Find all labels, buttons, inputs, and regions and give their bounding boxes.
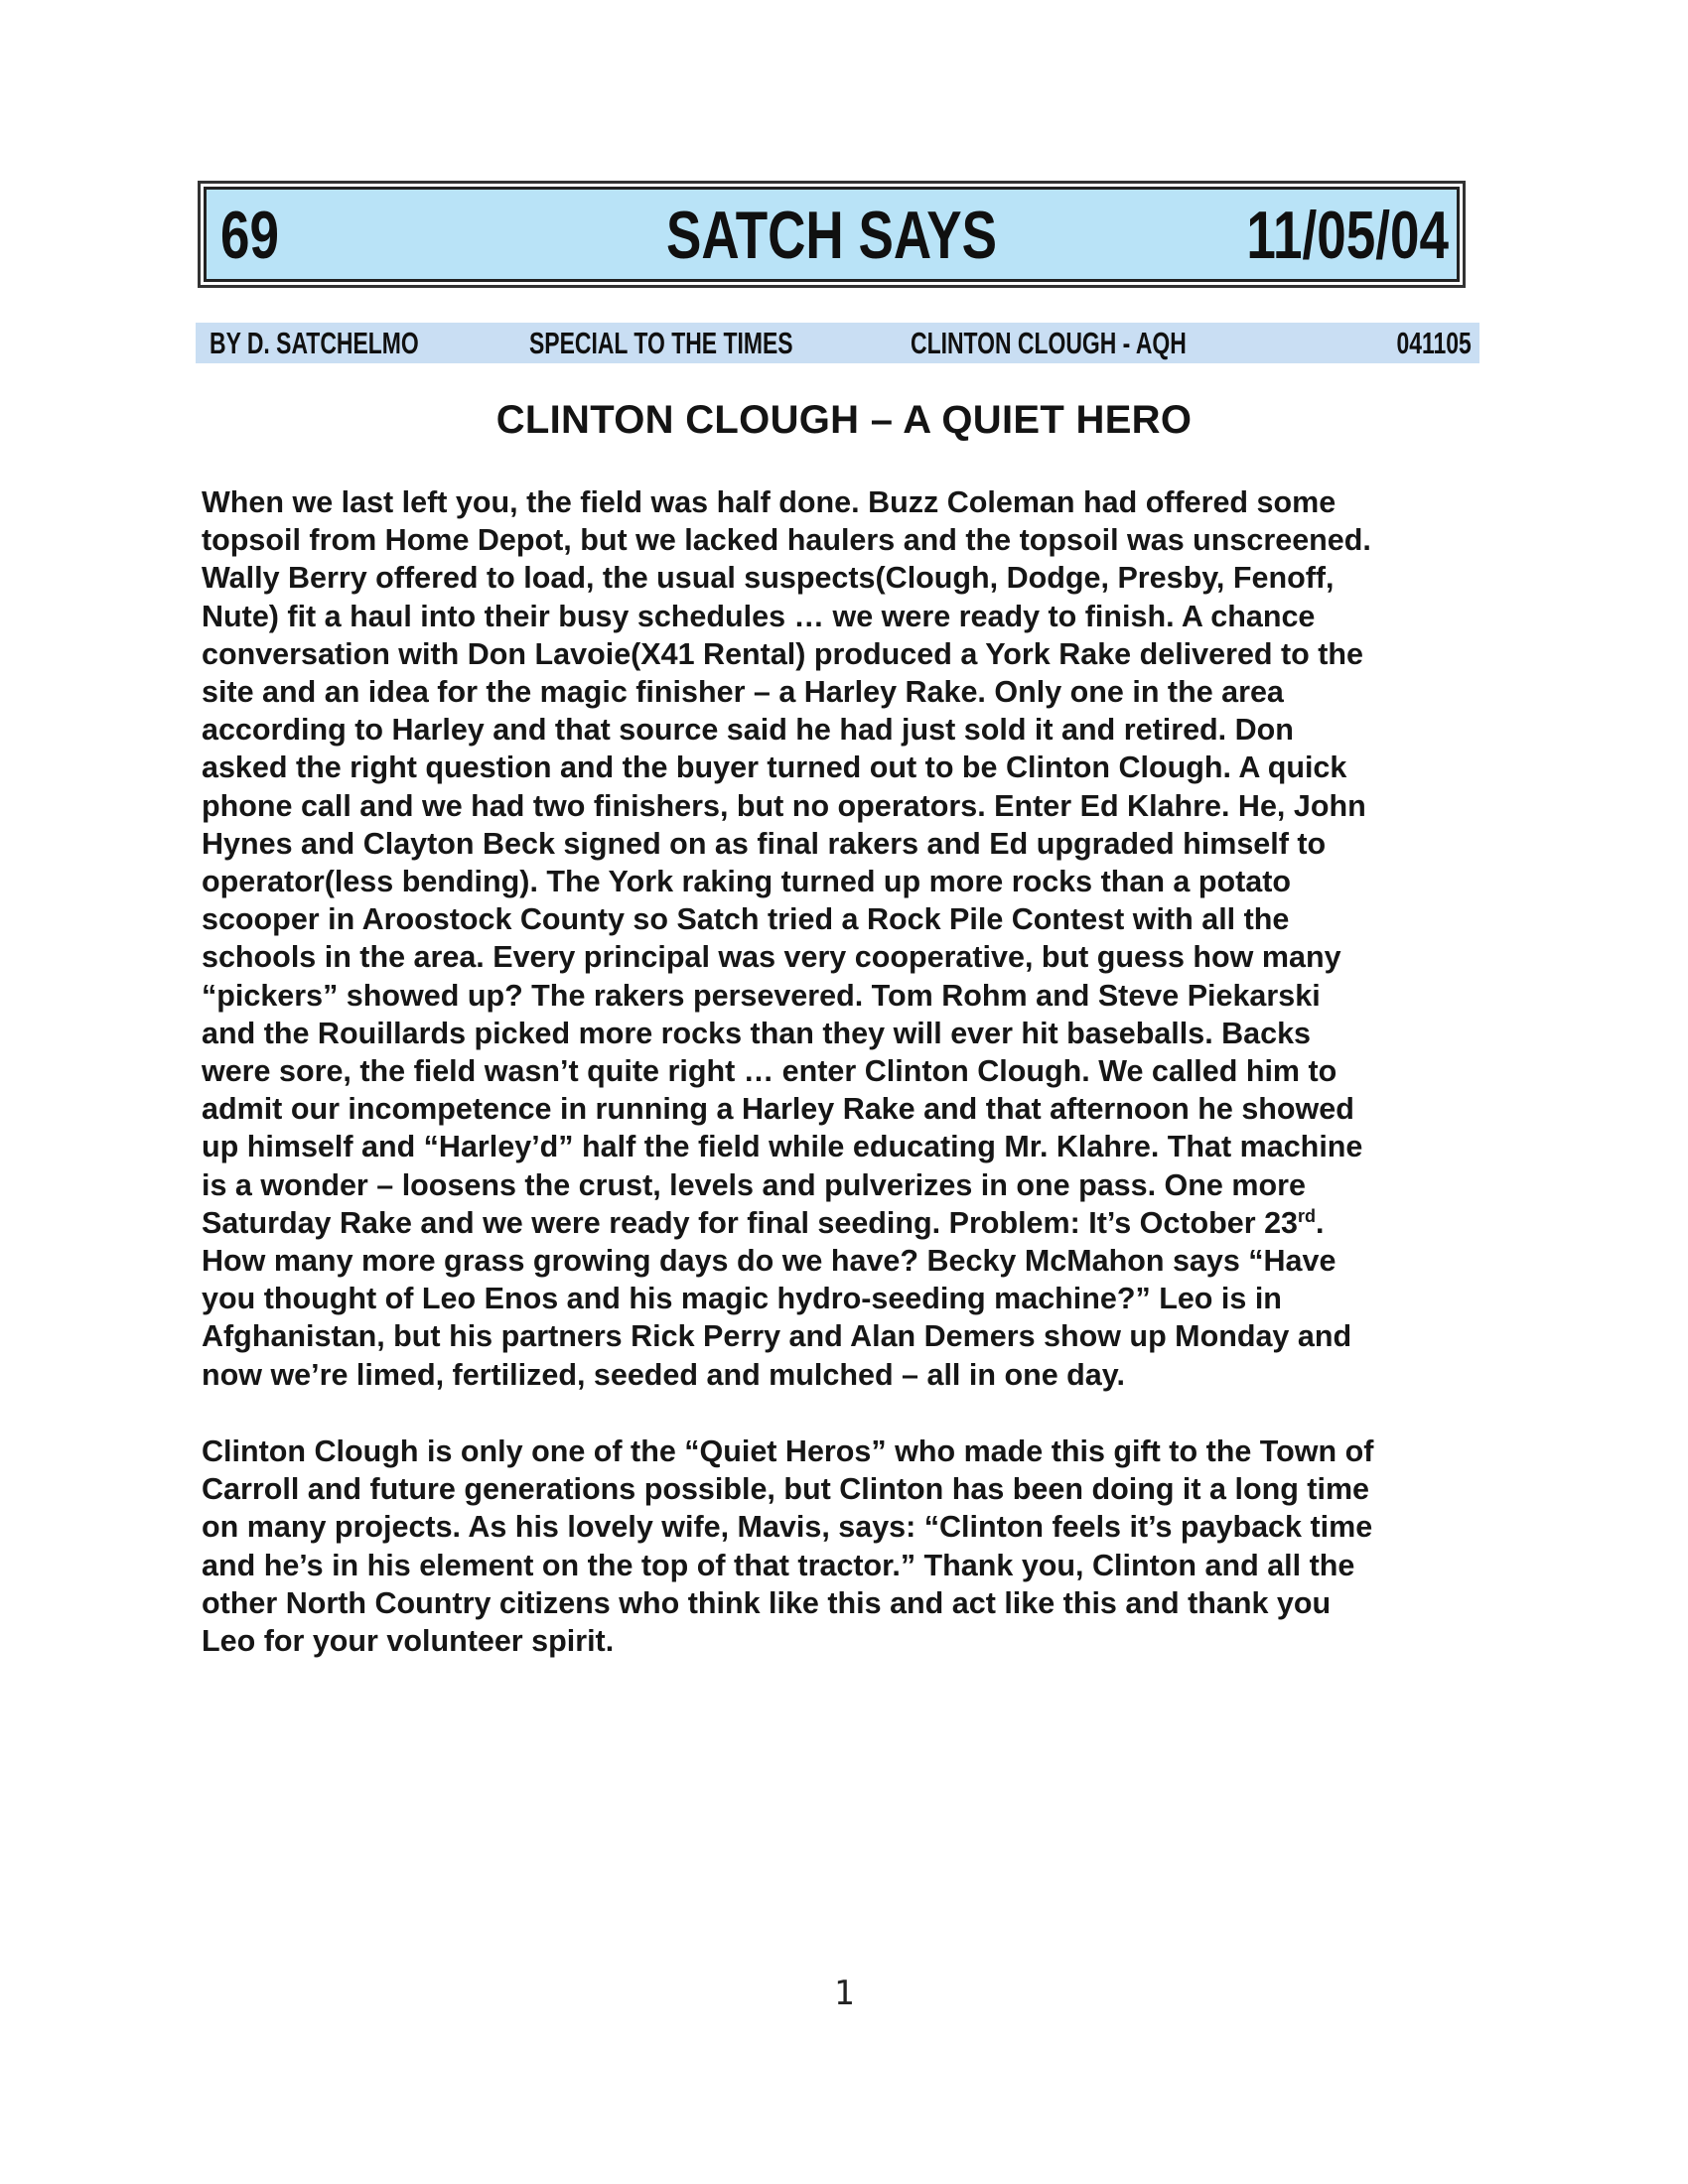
article-paragraph-2 [202, 1433, 1492, 1660]
column-number: 69 [220, 198, 279, 273]
page-number: 1 [833, 1974, 855, 2013]
text-line: and the Rouillards picked more rocks than they will ever hit baseballs. Backs [202, 1016, 1312, 1050]
byline-author: BY D. SATCHELMO [210, 326, 419, 360]
byline-bar [196, 323, 1479, 363]
ordinal-superscript: rd [1298, 1205, 1317, 1226]
article-headline: CLINTON CLOUGH – A QUIET HERO [495, 398, 1193, 442]
text-line: admit our incompetence in running a Harley Rake and that afternoon he showed [202, 1092, 1354, 1127]
text-line: How many more grass growing days do we have? Becky McMahon says “Have [202, 1244, 1336, 1279]
text-line: you thought of Leo Enos and his magic hydro-seeding machine?” Leo is in [202, 1282, 1282, 1316]
text-line: according to Harley and that source said he had just sold it and retired. Don [202, 713, 1294, 748]
text-line: Carroll and future generations possible, but Clinton has been doing it a long time [202, 1472, 1370, 1507]
text-line: Afghanistan, but his partners Rick Perry and Alan Demers show up Monday and [202, 1319, 1352, 1354]
text-line: Leo for your volunteer spirit. [202, 1624, 615, 1659]
line-end-period: . [1316, 1205, 1325, 1240]
byline-topic: CLINTON CLOUGH - AQH [911, 326, 1187, 360]
byline-publication: SPECIAL TO THE TIMES [529, 326, 793, 360]
byline-code: 041105 [1396, 326, 1472, 360]
text-line: on many projects. As his lovely wife, Mavis, says: “Clinton feels it’s payback time [202, 1510, 1373, 1545]
text-line: Clinton Clough is only one of the “Quiet Heros” who made this gift to the Town of [202, 1434, 1374, 1468]
text-line: other North Country citizens who think like this and act like this and thank you [202, 1585, 1332, 1620]
text-line: When we last left you, the field was half done. Buzz Coleman had offered some [202, 485, 1336, 519]
text-line: is a wonder – loosens the crust, levels and pulverizes in one pass. One more [202, 1167, 1306, 1202]
article-paragraph-1 [202, 483, 1492, 1394]
text-line: scooper in Aroostock County so Satch tried a Rock Pile Contest with all the [202, 902, 1290, 937]
text-line: Wally Berry offered to load, the usual suspects(Clough, Dodge, Presby, Fenoff, [202, 561, 1335, 596]
text-line: were sore, the field wasn’t quite right … enter Clinton Clough. We called him to [202, 1054, 1337, 1089]
text-line: phone call and we had two finishers, but no operators. Enter Ed Klahre. He, John [202, 788, 1366, 823]
column-title: SATCH SAYS [665, 198, 998, 273]
text-line-with-superscript [202, 1204, 1492, 1242]
text-segment: Saturday Rake and we were ready for final seeding. Problem: It’s October 23 [202, 1205, 1299, 1240]
text-line: now we’re limed, fertilized, seeded and mulched – all in one day. [202, 1357, 1125, 1392]
text-line: Hynes and Clayton Beck signed on as final rakers and Ed upgraded himself to [202, 826, 1327, 861]
column-date: 11/05/04 [1246, 198, 1449, 273]
text-line: conversation with Don Lavoie(X41 Rental) produced a York Rake delivered to the [202, 636, 1364, 671]
text-line: up himself and “Harley’d” half the field while educating Mr. Klahre. That machine [202, 1130, 1363, 1164]
text-line: site and an idea for the magic finisher – a Harley Rake. Only one in the area [202, 675, 1284, 710]
text-line: topsoil from Home Depot, but we lacked haulers and the topsoil was unscreened. [202, 523, 1371, 558]
text-line: “pickers” showed up? The rakers persevered. Tom Rohm and Steve Piekarski [202, 978, 1321, 1013]
text-line: operator(less bending). The York raking turned up more rocks than a potato [202, 865, 1292, 899]
text-line: schools in the area. Every principal was very cooperative, but guess how many [202, 940, 1341, 975]
text-line: and he’s in his element on the top of that tractor.” Thank you, Clinton and all the [202, 1548, 1355, 1582]
text-line: Nute) fit a haul into their busy schedules … we were ready to finish. A chance [202, 599, 1316, 633]
text-line: asked the right question and the buyer turned out to be Clinton Clough. A quick [202, 751, 1347, 785]
column-banner [204, 187, 1460, 282]
